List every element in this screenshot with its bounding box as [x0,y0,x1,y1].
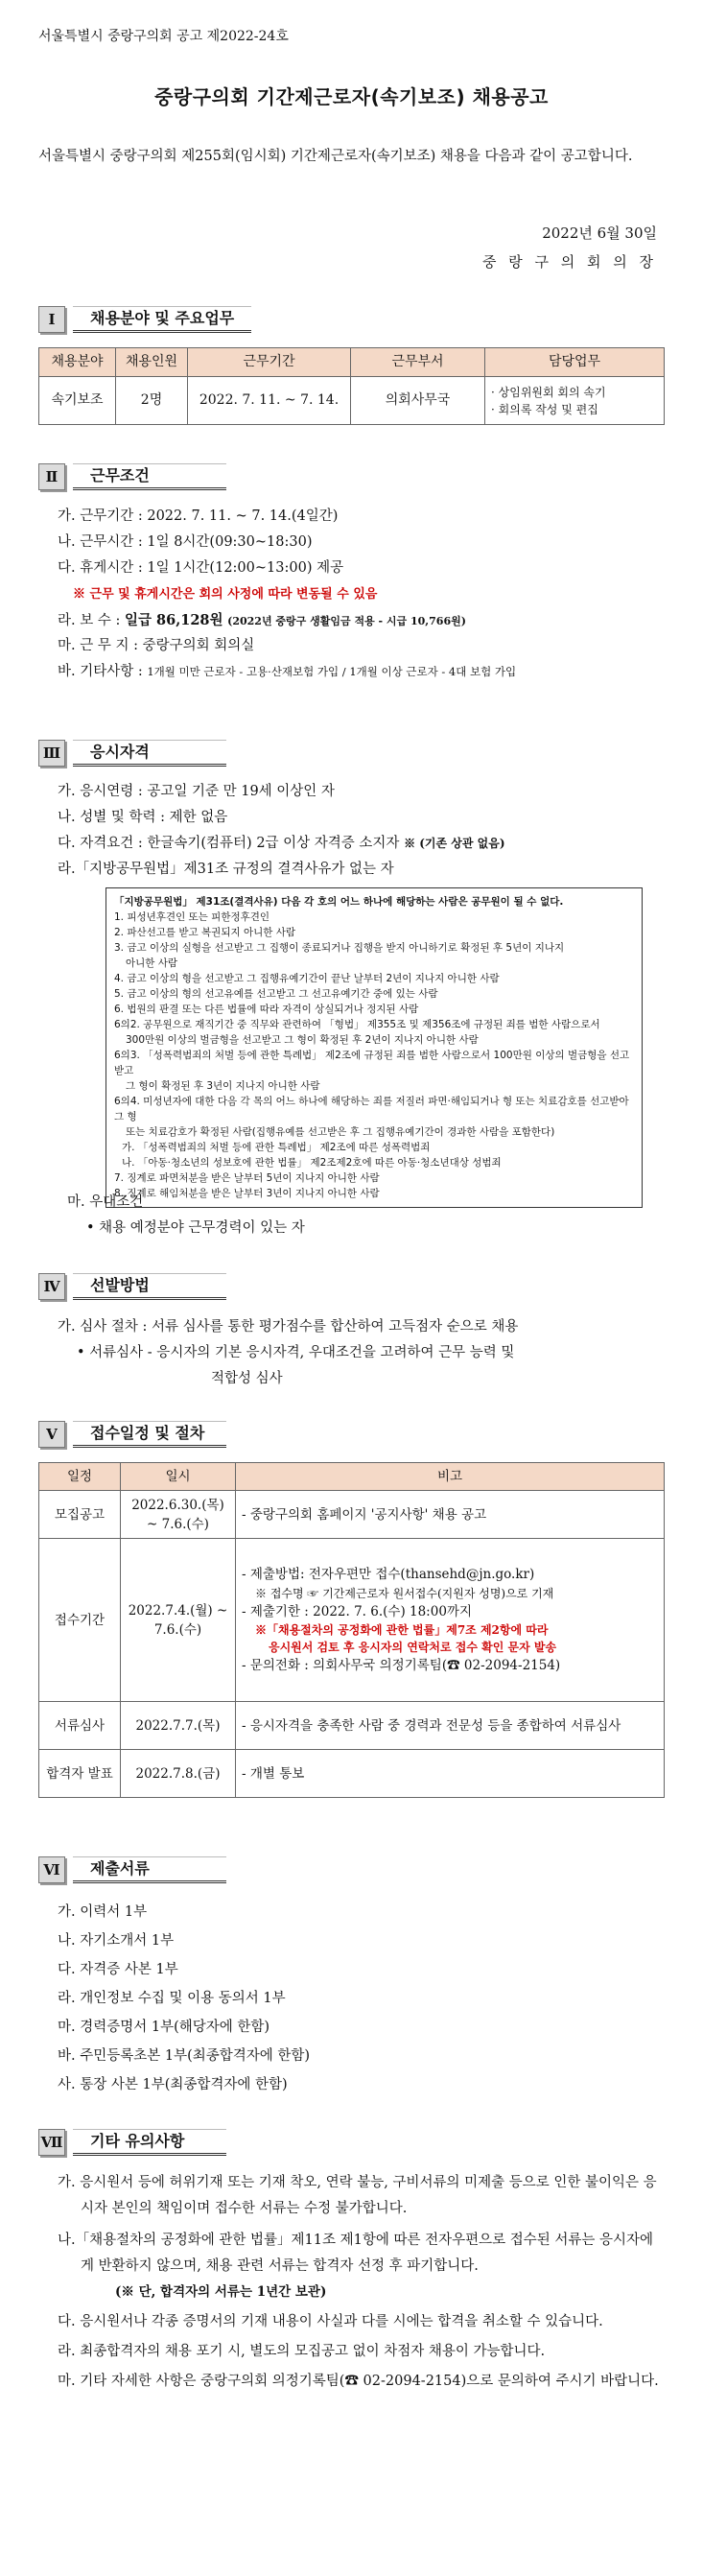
section-3-heading [38,739,226,768]
list-item: (※ 단, 합격자의 서류는 1년간 보관) [115,2284,327,2300]
table-cell: 속기보조 [39,377,116,425]
box-line: 그 형이 확정된 후 3년이 지나지 아니한 사람 [126,1080,320,1092]
box-line: 또는 치료감호가 확정된 사람(집행유예를 선고받은 후 그 집행유예기간이 경과한 사람을 포함한다) [126,1126,555,1138]
disqualification-box [105,887,643,1208]
note-cell: - 응시자격을 충족한 사람 중 경력과 전문성 등을 종합하여 서류심사 [236,1702,665,1750]
col-header: 근무부서 [351,348,485,377]
stage-cell: 서류심사 [39,1702,121,1750]
list-item: 마. 경력증명서 1부(해당자에 한함) [58,2020,270,2035]
col-header: 일시 [121,1463,236,1491]
duties-cell [485,377,665,425]
list-item: 다. 휴게시간 : 1일 1시간(12:00~13:00) 제공 [58,560,344,576]
col-header: 근무기간 [188,348,351,377]
notes-list [58,2170,665,2395]
list-item: 다. 자격증 사본 1부 [58,1962,178,1977]
list-item: 가. 응시원서 등에 허위기재 또는 기재 착오, 연락 불능, 구비서류의 미제출 등으로 인한 불이익은 응시자 본인의 책임이며 접수한 서류는 수정 불가합니다. [58,2175,657,2216]
pay-note: (2022년 중랑구 생활임금 적용 - 시급 10,766원) [227,615,466,627]
list-item: 라.「지방공무원법」제31조 규정의 결격사유가 없는 자 [58,862,394,877]
notice-date: 2022년 6월 30일 [542,225,657,242]
box-line: 6의2. 공무원으로 재직기간 중 직무와 관련하여 「형법」 제355조 및 제356조에 규정된 죄를 범한 사람으로서 [114,1019,600,1030]
list-item: 다. 응시원서나 각종 증명서의 기재 내용이 사실과 다를 시에는 합격을 취소할 수 있습니다. [58,2314,603,2329]
list-item: 라. 개인정보 수집 및 이용 동의서 1부 [58,1991,286,2006]
section-label: 기타 유의사항 [73,2129,226,2156]
intro-text: 서울특별시 중랑구의회 제255회(임시회) 기간제근로자(속기보조) 채용을 다음과 같이 공고합니다. [38,149,633,164]
section-number: Ⅲ [38,740,65,767]
position-table [38,347,665,425]
section-label: 제출서류 [73,1856,226,1883]
cert-note: ※ (기존 상관 없음) [404,837,505,850]
section-label: 근무조건 [73,463,226,490]
section-number: Ⅳ [38,1273,65,1300]
list-item: 나. 근무시간 : 1일 8시간(09:30~18:30) [58,534,313,550]
notice-note: ※ 근무 및 휴게시간은 회의 사정에 따라 변동될 수 있음 [73,587,378,602]
box-line: 4. 금고 이상의 형을 선고받고 그 집행유예기간이 끝난 날부터 2년이 지나지 아니한 사람 [114,973,500,984]
list-item: • 서류심사 - 응시자의 기본 응시자격, 우대조건을 고려하여 근무 능력 및 [77,1345,515,1360]
date-cell: 2022.7.8.(금) [121,1750,236,1798]
stage-cell: 접수기간 [39,1539,121,1702]
section-2-heading [38,462,226,491]
note-line: - 제출기한 : 2022. 7. 6.(수) 18:00까지 [242,1603,472,1619]
section-label: 접수일정 및 절차 [73,1421,226,1448]
cert-requirement: 다. 자격요건 : 한글속기(컴퓨터) 2급 이상 자격증 소지자 [58,836,400,851]
pay-value: 일급 86,128원 [124,612,223,628]
section-5-heading [38,1420,226,1449]
list-item: 마. 우대조건 [67,1194,144,1210]
stage-cell: 모집공고 [39,1491,121,1539]
note-cell: - 개별 통보 [236,1750,665,1798]
list-item: 적합성 심사 [211,1371,283,1386]
col-header: 채용분야 [39,348,116,377]
pay-label: 라. 보 수 : [58,613,121,628]
duty-item: · 상임위원회 회의 속기 [491,385,606,399]
box-line: 6의4. 미성년자에 대한 다음 각 목의 어느 하나에 해당하는 죄를 저질러 파면·해임되거나 형 또는 치료감호를 선고받아 그 형 [114,1096,629,1123]
stage-cell: 합격자 발표 [39,1750,121,1798]
section-6-heading [38,1855,226,1884]
etc-label: 바. 기타사항 : [58,664,143,679]
box-line: 5. 금고 이상의 형의 선고유예를 선고받고 그 선고유예기간 중에 있는 사람 [114,988,438,1000]
box-line: 7. 징계로 파면처분을 받은 날부터 5년이 지나지 아니한 사람 [114,1172,380,1184]
list-item: 가. 이력서 1부 [58,1904,148,1920]
etc-value: 1개월 미만 근로자 - 고용·산재보험 가입 / 1개월 이상 근로자 - 4대 보험 가입 [147,665,517,678]
box-line: 8. 징계로 해임처분을 받은 날부터 3년이 지나지 아니한 사람 [114,1188,380,1199]
section-number: Ⅵ [38,1856,65,1883]
note-cell [236,1539,665,1702]
table-cell: 2명 [116,377,188,425]
box-line: 아니한 사람 [126,957,178,969]
qualifications [58,779,665,883]
section-label: 선발방법 [73,1273,226,1300]
work-conditions [58,504,665,685]
list-item: 바. 주민등록초본 1부(최종합격자에 한함) [58,2048,311,2064]
duty-item: · 회의록 작성 및 편집 [491,402,598,416]
col-header: 일정 [39,1463,121,1491]
box-line: 3. 금고 이상의 실형을 선고받고 그 집행이 종료되거나 집행을 받지 아니하기로 확정된 후 5년이 지나지 [114,942,565,954]
box-line: 6. 법원의 판결 또는 다른 법률에 따라 자격이 상실되거나 정지된 사람 [114,1004,419,1015]
schedule-table [38,1462,665,1798]
note-cell: - 중랑구의회 홈페이지 '공지사항' 채용 공고 [236,1491,665,1539]
list-item: 마. 기타 자세한 사항은 중랑구의회 의정기록팀(☎ 02-2094-2154)으로 문의하여 주시기 바랍니다. [58,2374,659,2389]
box-line: 나. 「아동·청소년의 성보호에 관한 법률」 제2조제2호에 따른 아동·청소년대상 성범죄 [122,1157,502,1169]
note-line: 응시원서 검토 후 응시자의 연락처로 접수 확인 문자 발송 [269,1640,557,1654]
list-item: 나. 성별 및 학력 : 제한 없음 [58,810,228,825]
section-label: 응시자격 [73,740,226,767]
section-1-heading [38,305,251,334]
section-number: Ⅰ [38,306,65,333]
notice-number: 서울특별시 중랑구의회 공고 제2022-24호 [38,29,289,44]
list-item: 나. 자기소개서 1부 [58,1933,175,1949]
box-line: 「지방공무원법」 제31조(결격사유) 다음 각 호의 어느 하나에 해당하는 사람은 공무원이 될 수 없다. [114,896,564,908]
note-line: ※ 접수명 ☞ 기간제근로자 원서접수(지원자 성명)으로 기재 [255,1586,554,1600]
list-item: 사. 통장 사본 1부(최종합격자에 한함) [58,2077,288,2092]
col-header: 비고 [236,1463,665,1491]
table-cell: 의회사무국 [351,377,485,425]
note-line: ※「채용절차의 공정화에 관한 법률」제7조 제2항에 따라 [255,1622,549,1637]
list-item: • 채용 예정분야 근무경력이 있는 자 [86,1220,305,1236]
box-line: 2. 파산선고를 받고 복권되지 아니한 사람 [114,927,295,938]
box-line: 300만원 이상의 벌금형을 선고받고 그 형이 확정된 후 2년이 지나지 아니한 사람 [126,1034,479,1046]
list-item: 가. 응시연령 : 공고일 기준 만 19세 이상인 자 [58,784,335,799]
preference [67,1190,665,1241]
box-line: 6의3. 「성폭력범죄의 처벌 등에 관한 특례법」 제2조에 규정된 죄를 범한 사람으로서 100만원 이상의 벌금형을 선고받고 [114,1050,630,1076]
box-line: 1. 피성년후견인 또는 피한정후견인 [114,911,270,923]
box-line: 가. 「성폭력범죄의 처벌 등에 관한 특례법」 제2조에 따른 성폭력범죄 [122,1142,431,1153]
section-7-heading [38,2128,226,2157]
section-number: Ⅶ [38,2129,65,2156]
selection-method [58,1314,665,1392]
col-header: 채용인원 [116,348,188,377]
list-item: 마. 근 무 지 : 중랑구의회 회의실 [58,638,255,653]
col-header: 담당업무 [485,348,665,377]
section-number: Ⅱ [38,463,65,490]
list-item: 나.「채용절차의 공정화에 관한 법률」제11조 제1항에 따른 전자우편으로 접수된 서류는 응시자에게 반환하지 않으며, 채용 관련 서류는 합격자 선정 후 파기합니다. [58,2233,654,2274]
list-item: 라. 최종합격자의 채용 포기 시, 별도의 모집공고 없이 차점자 채용이 가능합니다. [58,2344,546,2359]
section-number: Ⅴ [38,1421,65,1448]
date-cell: 2022.7.7.(목) [121,1702,236,1750]
section-4-heading [38,1272,226,1301]
table-cell: 2022. 7. 11. ~ 7. 14. [188,377,351,425]
documents-list [58,1898,665,2099]
date-cell: 2022.6.30.(목) ~ 7.6.(수) [121,1491,236,1539]
issuer: 중 랑 구 의 회 의 장 [481,253,657,271]
note-line: - 문의전화 : 의회사무국 의정기록팀(☎ 02-2094-2154) [242,1657,561,1673]
list-item: 가. 심사 절차 : 서류 심사를 통한 평가점수를 합산하여 고득점자 순으로 채용 [58,1319,519,1335]
note-line: - 제출방법: 전자우편만 접수(thansehd@jn.go.kr) [242,1567,535,1583]
page-title: 중랑구의회 기간제근로자(속기보조) 채용공고 [154,85,549,108]
section-label: 채용분야 및 주요업무 [73,306,251,333]
list-item: 가. 근무기간 : 2022. 7. 11. ~ 7. 14.(4일간) [58,508,339,524]
date-cell: 2022.7.4.(월) ~ 7.6.(수) [121,1539,236,1702]
